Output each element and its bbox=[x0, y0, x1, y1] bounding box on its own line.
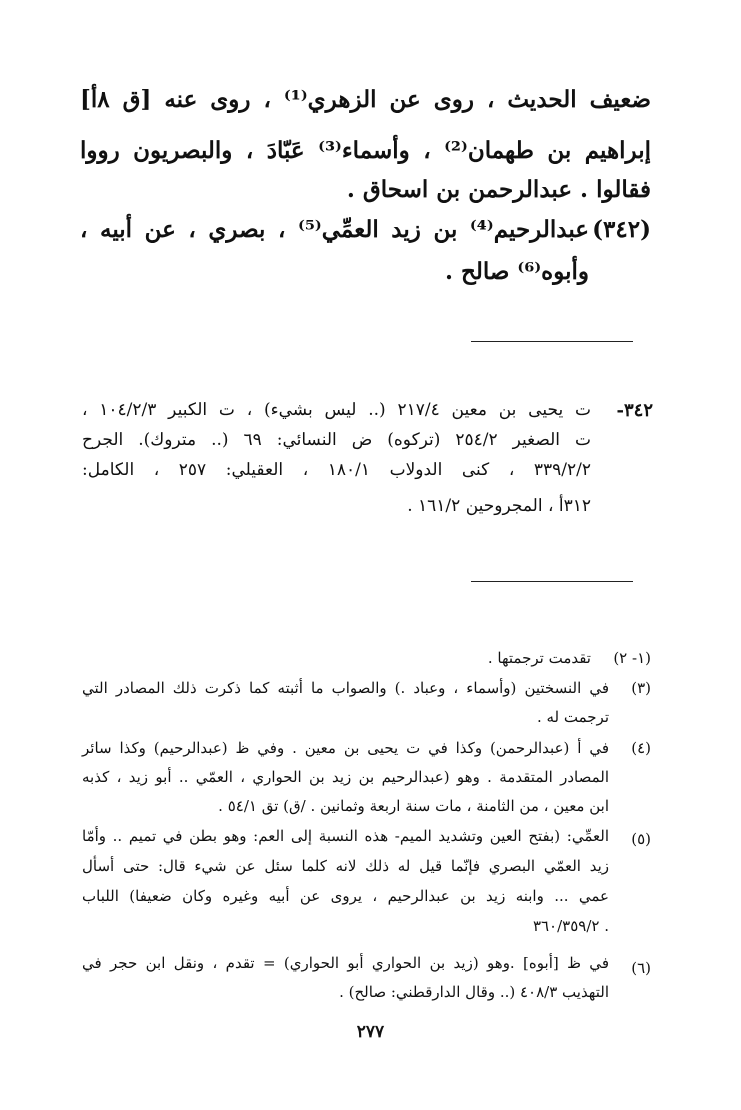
footnote-4-line-3: ابن معين ، من الثامنة ، مات سنة اربعة وثمانين . /ق) تق ٥٤/١ . bbox=[218, 797, 609, 815]
footnote-5-line-4: ٣٦٠/٣٥٩/٢ . bbox=[532, 917, 609, 935]
footnote-3-line-2: ترجمت له . bbox=[536, 708, 609, 726]
footnote-4-line-2: المصادر المتقدمة . وهو (عبدالرحيم بن زيد بن الحواري ، العمّي .. أبو زيد ، كذبه bbox=[82, 768, 609, 786]
main-text-line-5: وأبوه⁽⁶⁾ صالح . bbox=[444, 258, 589, 285]
main-text-line-1: ضعيف الحديث ، روى عن الزهري⁽¹⁾ ، روى عنه [ق ٨أ] bbox=[80, 86, 651, 113]
separator-rule-bottom bbox=[471, 581, 633, 582]
footnote-label-5: (٥) bbox=[631, 830, 651, 848]
separator-rule-top bbox=[471, 341, 633, 342]
page-number: ٢٧٧ bbox=[356, 1022, 385, 1042]
footnote-3-line-1: في النسختين (وأسماء ، وعباد .) والصواب ما أثبته كما ذكرت ذلك المصادر التي bbox=[82, 679, 609, 697]
sources-line-4: ٣١٢أ ، المجروحين ١٦١/٢ . bbox=[407, 496, 591, 516]
footnote-4-line-1: في أ (عبدالرحمن) وكذا في ت يحيى بن معين . وفي ظ (عبدالرحيم) وكذا سائر bbox=[82, 739, 609, 757]
sources-label: ٣٤٢- bbox=[616, 400, 653, 421]
footnote-label-1-2: (١- ٢) bbox=[613, 649, 651, 667]
footnote-label-6: (٦) bbox=[631, 959, 651, 977]
footnote-1-2: تقدمت ترجمتها . bbox=[487, 649, 591, 667]
footnote-label-4: (٤) bbox=[631, 739, 651, 757]
main-text-line-3: فقالوا . عبدالرحمن بن اسحاق . bbox=[346, 176, 651, 203]
footnote-5-line-2: زيد العمّي البصري فإنّما قيل له ذلك لانه كلما سئل عن شيء قال: حتى أسأل bbox=[82, 857, 609, 875]
sources-line-3: ٣٣٩/٢/٢ ، كنى الدولاب ١٨٠/١ ، العقيلي: ٢٥٧ ، الكامل: bbox=[82, 460, 591, 480]
entry-number: (٣٤٢) bbox=[592, 216, 651, 243]
footnote-5-line-1: العمِّي: (بفتح العين وتشديد الميم- هذه النسبة إلى العم: وهو بطن في تميم .. وأمّا bbox=[82, 827, 609, 845]
main-text-line-2: إبراهيم بن طهمان⁽²⁾ ، وأسماء⁽³⁾ عَبّادَ ، والبصريون رووا bbox=[80, 137, 651, 164]
footnote-label-3: (٣) bbox=[631, 679, 651, 697]
sources-line-2: ت الصغير ٢٥٤/٢ (تركوه) ض النسائي: ٦٩ (.. متروك). الجرح bbox=[82, 430, 591, 450]
entry-text: عبدالرحيم⁽⁴⁾ بن زيد العمِّي⁽⁵⁾ ، بصري ، عن أبيه ، bbox=[80, 216, 589, 243]
main-text-line-4 bbox=[80, 214, 589, 246]
footnote-6-line-1: في ظ [أبوه] .وهو (زيد بن الحواري أبو الحواري) = تقدم ، ونقل ابن حجر في bbox=[82, 954, 609, 972]
sources-line-1: ت يحيى بن معين ٢١٧/٤ (.. ليس بشيء) ، ت الكبير ١٠٤/٢/٣ ، bbox=[82, 400, 591, 420]
footnote-5-line-3: عمي ... وابنه زيد بن عبدالرحيم ، يروى عن أبيه وغيره وكان ضعيفا) اللباب bbox=[82, 887, 609, 905]
footnote-6-line-2: التهذيب ٤٠٨/٣ (.. وقال الدارقطني: صالح) . bbox=[339, 983, 609, 1001]
